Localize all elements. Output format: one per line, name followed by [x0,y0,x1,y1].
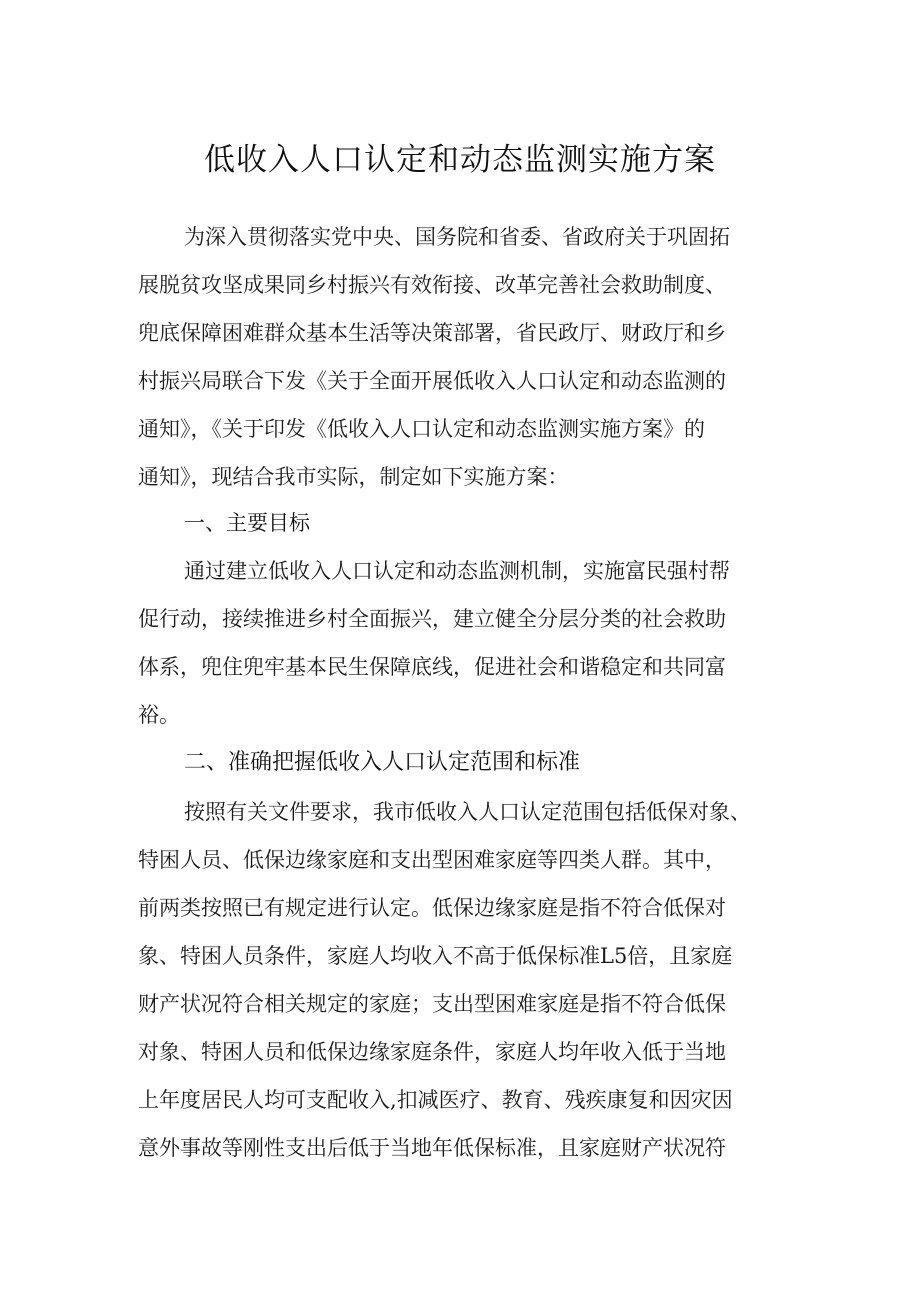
section1-line: 裕。 [138,703,180,727]
section2-line: 象、特困人员条件，家庭人均收入不高于低保标准L5倍，且家庭 [138,944,733,968]
intro-line: 通知》，《关于印发《低收入人口认定和动态监测实施方案》的 [138,417,705,441]
section2-line: 意外事故等刚性支出后低于当地年低保标准，且家庭财产状况符 [138,1136,726,1160]
section2-line: 前两类按照已有规定进行认定。低保边缘家庭是指不符合低保对 [138,896,726,920]
section1-line: 促行动，接续推进乡村全面振兴，建立健全分层分类的社会救助 [138,607,726,631]
document-title: 低收入人口认定和动态监测实施方案 [204,142,716,178]
intro-line: 展脱贫攻坚成果同乡村振兴有效衔接、改革完善社会救助制度、 [138,273,726,297]
section1-line: 通过建立低收入人口认定和动态监测机制，实施富民强村帮 [184,559,730,583]
intro-line: 通知》，现结合我市实际，制定如下实施方案： [138,465,569,489]
intro-line: 兜底保障困难群众基本生活等决策部署，省民政厅、财政厅和乡 [138,321,726,345]
section-heading: 一、主要目标 [184,511,310,535]
section1-line: 体系，兜住兜牢基本民生保障底线，促进社会和谐稳定和共同富 [138,655,726,679]
section2-line: 财产状况符合相关规定的家庭；支出型困难家庭是指不符合低保 [138,992,726,1016]
section2-line: 对象、特困人员和低保边缘家庭条件，家庭人均年收入低于当地 [138,1040,726,1064]
intro-line: 村振兴局联合下发《关于全面开展低收入人口认定和动态监测的 [138,369,726,393]
section2-line: 按照有关文件要求，我市低收入人口认定范围包括低保对象、 [184,800,751,824]
section2-line: 特困人员、低保边缘家庭和支出型困难家庭等四类人群。其中， [138,848,726,872]
section2-line: 上年度居民人均可支配收入,扣减医疗、教育、残疾康复和因灾因 [138,1088,733,1112]
section-heading: 二、准确把握低收入人口认定范围和标准 [184,750,581,775]
intro-line: 为深入贯彻落实党中央、国务院和省委、省政府关于巩固拓 [184,225,730,249]
